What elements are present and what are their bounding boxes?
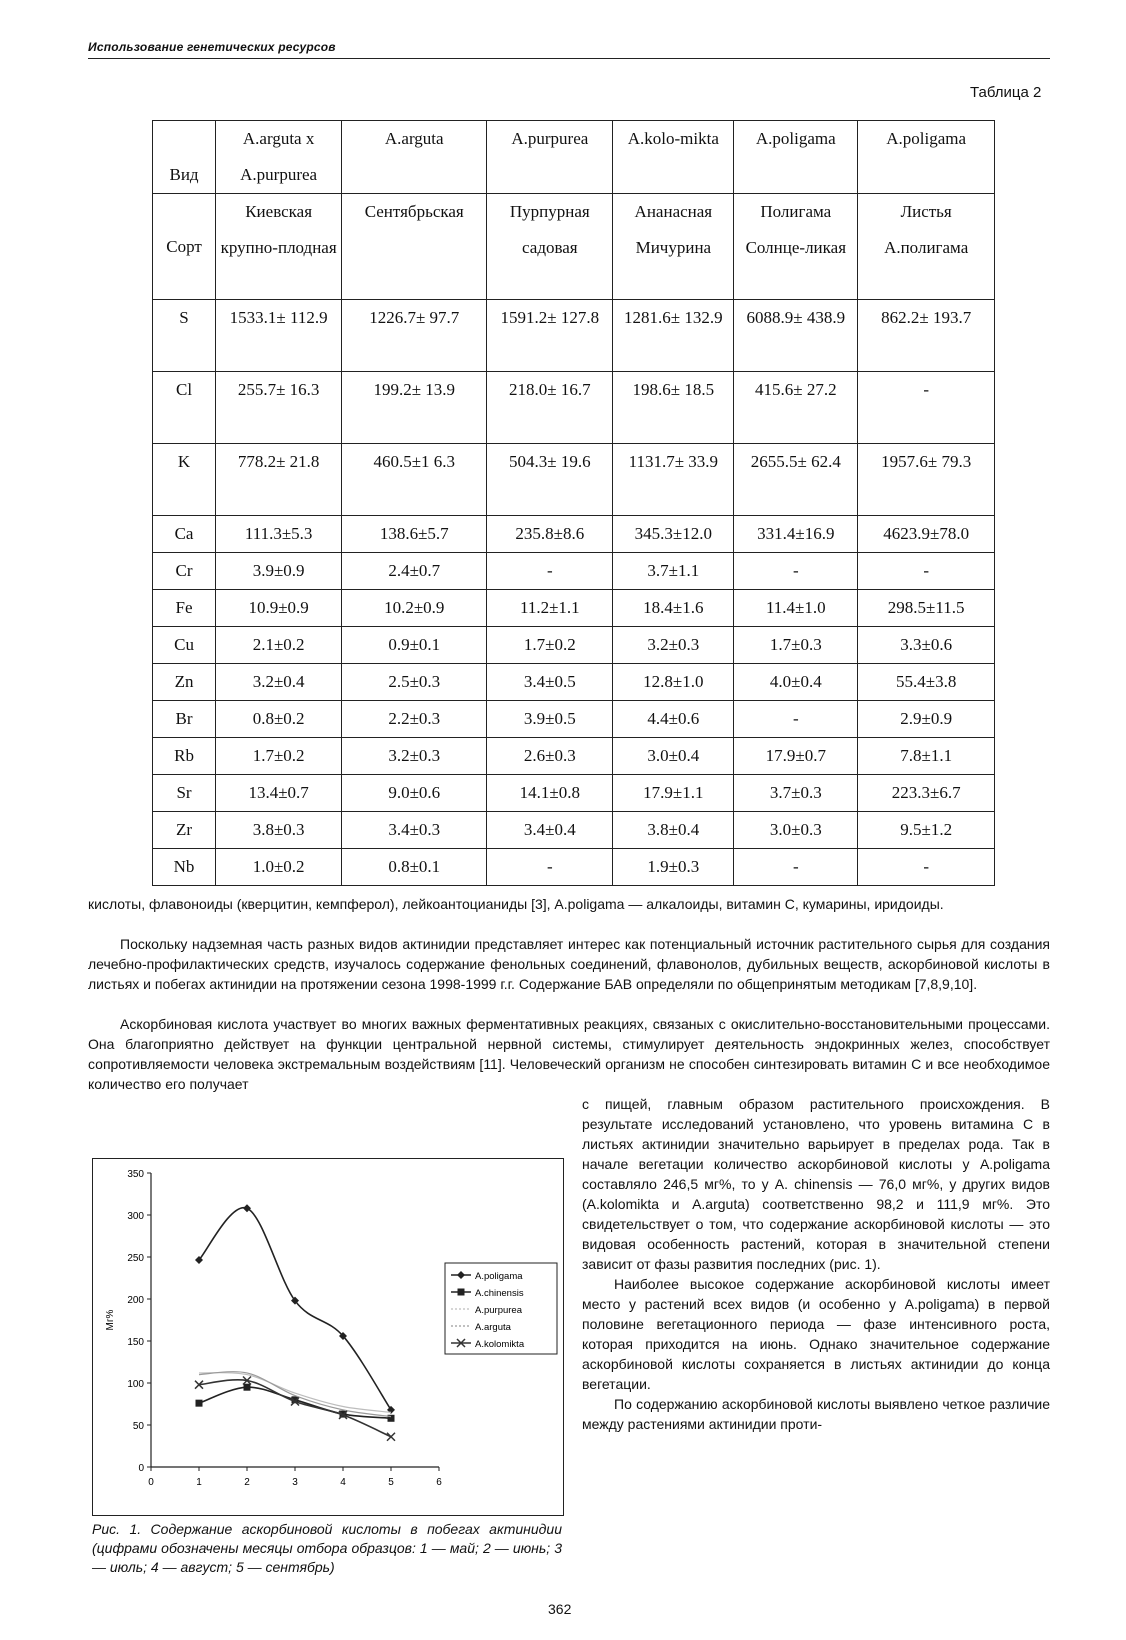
element-row-rb-cell-6: 7.8±1.1 — [858, 738, 995, 775]
element-row-zn-cell-4: 12.8±1.0 — [613, 664, 734, 701]
element-row-cu-cell-2: 0.9±0.1 — [342, 627, 487, 664]
chart-svg — [93, 1159, 563, 1515]
element-row-fe — [153, 590, 995, 627]
x-tick-label-2: 2 — [244, 1477, 250, 1488]
element-row-sr-cell-6: 223.3±6.7 — [858, 775, 995, 812]
cultivar-row-cell-4: Ананасная Мичурина — [613, 194, 734, 300]
cultivar-row-cell-1: Киевская крупно-плодная — [216, 194, 342, 300]
element-row-cl-cell-3: 218.0± 16.7 — [487, 372, 613, 444]
element-row-ca-cell-4: 345.3±12.0 — [613, 516, 734, 553]
legend-label-0: A.poligama — [475, 1271, 523, 1282]
element-row-cl-cell-2: 199.2± 13.9 — [342, 372, 487, 444]
element-row-zn — [153, 664, 995, 701]
x-tick-label-3: 3 — [292, 1477, 298, 1488]
cultivar-row — [153, 194, 995, 300]
series-line-2 — [199, 1373, 391, 1413]
element-row-sr — [153, 775, 995, 812]
element-row-rb-cell-3: 2.6±0.3 — [487, 738, 613, 775]
species-row-cell-3: A.purpurea — [487, 121, 613, 194]
element-row-br-cell-5: - — [734, 701, 858, 738]
element-row-cl-cell-1: 255.7± 16.3 — [216, 372, 342, 444]
series-1-point-1 — [196, 1400, 203, 1407]
cultivar-row-cell-6: Листья А.полигама — [858, 194, 995, 300]
element-row-cr — [153, 553, 995, 590]
element-row-s-cell-2: 1226.7± 97.7 — [342, 300, 487, 372]
element-row-k-cell-6: 1957.6± 79.3 — [858, 444, 995, 516]
cultivar-row-label: Сорт — [153, 194, 216, 300]
element-row-cu-cell-4: 3.2±0.3 — [613, 627, 734, 664]
element-row-fe-cell-6: 298.5±11.5 — [858, 590, 995, 627]
element-row-cr-label: Cr — [153, 553, 216, 590]
element-row-zr-cell-2: 3.4±0.3 — [342, 812, 487, 849]
element-row-ca — [153, 516, 995, 553]
paragraph-2 — [88, 934, 1050, 994]
paragraph-2-text: Поскольку надземная часть разных видов актинидии представляет интерес как потенциальный источник растительного сырья для создания лечебно-профилактических средств, изучалось содержание фенольных соединений, флавонолов, дубильных веществ, аскорбиновой кислоты в листьях и побегах актинидии на протяжении сезона 1998-1999 г.г. Содержание БАВ определяли по общепринятым методикам [7,8,9,10]. — [88, 936, 1050, 992]
y-tick-label-0: 0 — [138, 1463, 144, 1474]
element-row-k — [153, 444, 995, 516]
legend-label-3: A.arguta — [475, 1322, 511, 1333]
element-row-ca-cell-3: 235.8±8.6 — [487, 516, 613, 553]
element-row-fe-cell-4: 18.4±1.6 — [613, 590, 734, 627]
element-row-nb-label: Nb — [153, 849, 216, 886]
species-row-label: Вид — [153, 121, 216, 194]
series-4-point-5 — [387, 1433, 395, 1441]
element-row-sr-cell-3: 14.1±0.8 — [487, 775, 613, 812]
element-row-s — [153, 300, 995, 372]
species-row-cell-4: A.kolo-mikta — [613, 121, 734, 194]
cultivar-row-cell-5: Полигама Солнце-ликая — [734, 194, 858, 300]
page-number: 362 — [548, 1601, 572, 1617]
paragraph-1-text: кислоты, флавоноиды (кверцитин, кемпферол), лейкоантоцианиды [3], A.poligama — алкалоиды, витамин С, кумарины, иридоиды. — [88, 896, 944, 912]
element-row-zn-cell-1: 3.2±0.4 — [216, 664, 342, 701]
element-row-sr-cell-5: 3.7±0.3 — [734, 775, 858, 812]
x-tick-label-1: 1 — [196, 1477, 202, 1488]
x-tick-label-5: 5 — [388, 1477, 394, 1488]
element-row-cl-cell-4: 198.6± 18.5 — [613, 372, 734, 444]
element-row-br-cell-4: 4.4±0.6 — [613, 701, 734, 738]
y-tick-label-200: 200 — [127, 1295, 144, 1306]
element-row-rb-cell-1: 1.7±0.2 — [216, 738, 342, 775]
element-row-s-label: S — [153, 300, 216, 372]
element-row-cr-cell-2: 2.4±0.7 — [342, 553, 487, 590]
ascorbic-acid-chart — [92, 1158, 564, 1516]
element-row-zn-cell-2: 2.5±0.3 — [342, 664, 487, 701]
element-row-nb-cell-1: 1.0±0.2 — [216, 849, 342, 886]
element-row-k-label: K — [153, 444, 216, 516]
paragraph-3-continued — [582, 1094, 1050, 1434]
element-row-sr-cell-4: 17.9±1.1 — [613, 775, 734, 812]
element-row-zn-cell-3: 3.4±0.5 — [487, 664, 613, 701]
element-row-cu-cell-1: 2.1±0.2 — [216, 627, 342, 664]
element-row-fe-cell-5: 11.4±1.0 — [734, 590, 858, 627]
element-row-sr-label: Sr — [153, 775, 216, 812]
element-row-s-cell-6: 862.2± 193.7 — [858, 300, 995, 372]
element-row-s-cell-4: 1281.6± 132.9 — [613, 300, 734, 372]
element-row-k-cell-2: 460.5±1 6.3 — [342, 444, 487, 516]
element-row-ca-cell-5: 331.4±16.9 — [734, 516, 858, 553]
element-row-zn-label: Zn — [153, 664, 216, 701]
element-row-s-cell-3: 1591.2± 127.8 — [487, 300, 613, 372]
element-row-s-cell-1: 1533.1± 112.9 — [216, 300, 342, 372]
element-row-fe-label: Fe — [153, 590, 216, 627]
figure-caption: Рис. 1. Содержание аскорбиновой кислоты в побегах актинидии (цифрами обозначены месяцы отбора образцов: 1 — май; 2 — июнь; 3 — июль; 4 — август; 5 — сентябрь) — [92, 1521, 562, 1575]
cultivar-row-cell-3: Пурпурная садовая — [487, 194, 613, 300]
element-row-br — [153, 701, 995, 738]
element-row-nb-cell-4: 1.9±0.3 — [613, 849, 734, 886]
element-row-cr-cell-3: - — [487, 553, 613, 590]
x-tick-label-0: 0 — [148, 1477, 154, 1488]
element-row-nb — [153, 849, 995, 886]
element-row-rb — [153, 738, 995, 775]
y-tick-label-50: 50 — [132, 1421, 144, 1432]
series-1-point-2 — [244, 1384, 251, 1391]
element-row-sr-cell-2: 9.0±0.6 — [342, 775, 487, 812]
element-row-cr-cell-6: - — [858, 553, 995, 590]
paragraph-4-text: Наиболее высокое содержание аскорбиновой кислоты имеет место у растений всех видов (и особенно у A.poligama) в первой половине вегетационного периода — фазе интенсивного роста, которая приходится на июнь. Однако значительное содержание аскорбиновой кислоты сохраняется в листьях актинидии до конца вегетации. — [582, 1276, 1050, 1392]
series-line-0 — [199, 1208, 391, 1410]
element-row-k-cell-3: 504.3± 19.6 — [487, 444, 613, 516]
element-row-zr — [153, 812, 995, 849]
legend-label-4: A.kolomikta — [475, 1339, 525, 1350]
element-row-cr-cell-4: 3.7±1.1 — [613, 553, 734, 590]
element-row-br-cell-1: 0.8±0.2 — [216, 701, 342, 738]
element-row-k-cell-1: 778.2± 21.8 — [216, 444, 342, 516]
y-axis-label: Мг% — [105, 1309, 116, 1331]
element-row-br-cell-6: 2.9±0.9 — [858, 701, 995, 738]
element-row-zr-label: Zr — [153, 812, 216, 849]
element-row-rb-cell-2: 3.2±0.3 — [342, 738, 487, 775]
table-body — [153, 121, 995, 886]
element-row-cl-cell-6: - — [858, 372, 995, 444]
element-row-ca-label: Ca — [153, 516, 216, 553]
element-row-s-cell-5: 6088.9± 438.9 — [734, 300, 858, 372]
element-row-ca-cell-1: 111.3±5.3 — [216, 516, 342, 553]
element-row-k-cell-4: 1131.7± 33.9 — [613, 444, 734, 516]
element-row-k-cell-5: 2655.5± 62.4 — [734, 444, 858, 516]
element-row-cl — [153, 372, 995, 444]
y-tick-label-300: 300 — [127, 1211, 144, 1222]
element-row-cu — [153, 627, 995, 664]
legend-marker-1 — [458, 1289, 465, 1296]
cultivar-row-cell-2: Сентябрьская — [342, 194, 487, 300]
header-rule — [88, 58, 1050, 59]
element-row-br-label: Br — [153, 701, 216, 738]
element-row-ca-cell-2: 138.6±5.7 — [342, 516, 487, 553]
element-row-nb-cell-2: 0.8±0.1 — [342, 849, 487, 886]
paragraph-5-text: По содержанию аскорбиновой кислоты выявлено четкое различие между растениями актинидии проти- — [582, 1396, 1050, 1432]
paragraph-1 — [88, 894, 1050, 914]
species-row — [153, 121, 995, 194]
element-row-zr-cell-6: 9.5±1.2 — [858, 812, 995, 849]
legend-label-1: A.chinensis — [475, 1288, 524, 1299]
species-row-cell-5: A.poligama — [734, 121, 858, 194]
paragraph-3-cont-text: с пищей, главным образом растительного происхождения. В результате исследований установлено, что уровень витамина С в листьях актинидии значительно варьирует в пределах рода. Так в начале вегетации количество аскорбиновой кислоты у A.poligama составляло 246,5 мг%, то у A. chinensis — 76,0 мг%, у других видов (A.kolomikta и A.arguta) соответственно 98,2 и 111,9 мг%. Это свидетельствует о том, что содержание аскорбиновой кислоты — это видовая особенность растений, которая в значительной степени зависит от фазы развития последних (рис. 1). — [582, 1096, 1050, 1272]
x-tick-label-6: 6 — [436, 1477, 442, 1488]
element-row-cu-cell-5: 1.7±0.3 — [734, 627, 858, 664]
element-row-br-cell-2: 2.2±0.3 — [342, 701, 487, 738]
element-row-br-cell-3: 3.9±0.5 — [487, 701, 613, 738]
series-line-4 — [199, 1380, 391, 1437]
element-row-rb-label: Rb — [153, 738, 216, 775]
element-row-ca-cell-6: 4623.9±78.0 — [858, 516, 995, 553]
element-row-zn-cell-6: 55.4±3.8 — [858, 664, 995, 701]
element-row-nb-cell-6: - — [858, 849, 995, 886]
element-row-fe-cell-1: 10.9±0.9 — [216, 590, 342, 627]
element-row-fe-cell-3: 11.2±1.1 — [487, 590, 613, 627]
element-row-cr-cell-5: - — [734, 553, 858, 590]
element-row-cl-label: Cl — [153, 372, 216, 444]
y-tick-label-100: 100 — [127, 1379, 144, 1390]
element-content-table — [152, 120, 995, 886]
paragraph-3-text: Аскорбиновая кислота участвует во многих важных ферментативных реакциях, связаных с окислительно-восстановительными процессами. Она благоприятно действует на функции центральной нервной системы, стимулирует деятельность эндокринных желез, способствует сопротивляемости человека экстремальным воздействиям [11]. Человеческий организм не способен синтезировать витамин С и все необходимое количество его получает — [88, 1016, 1050, 1092]
element-row-rb-cell-4: 3.0±0.4 — [613, 738, 734, 775]
element-row-rb-cell-5: 17.9±0.7 — [734, 738, 858, 775]
element-row-sr-cell-1: 13.4±0.7 — [216, 775, 342, 812]
x-tick-label-4: 4 — [340, 1477, 346, 1488]
element-row-zr-cell-1: 3.8±0.3 — [216, 812, 342, 849]
species-row-cell-6: A.poligama — [858, 121, 995, 194]
element-row-cu-cell-6: 3.3±0.6 — [858, 627, 995, 664]
element-row-zn-cell-5: 4.0±0.4 — [734, 664, 858, 701]
table-label: Таблица 2 — [970, 84, 1042, 101]
element-row-cu-cell-3: 1.7±0.2 — [487, 627, 613, 664]
y-tick-label-150: 150 — [127, 1337, 144, 1348]
species-row-cell-2: A.arguta — [342, 121, 487, 194]
element-row-zr-cell-3: 3.4±0.4 — [487, 812, 613, 849]
legend-label-2: A.purpurea — [475, 1305, 523, 1316]
running-head: Использование генетических ресурсов — [88, 40, 336, 54]
element-row-zr-cell-5: 3.0±0.3 — [734, 812, 858, 849]
element-row-cl-cell-5: 415.6± 27.2 — [734, 372, 858, 444]
element-row-cu-label: Cu — [153, 627, 216, 664]
element-row-nb-cell-5: - — [734, 849, 858, 886]
element-row-cr-cell-1: 3.9±0.9 — [216, 553, 342, 590]
paragraph-3 — [88, 1014, 1050, 1094]
element-row-fe-cell-2: 10.2±0.9 — [342, 590, 487, 627]
element-row-nb-cell-3: - — [487, 849, 613, 886]
y-tick-label-350: 350 — [127, 1169, 144, 1180]
species-row-cell-1: A.arguta x A.purpurea — [216, 121, 342, 194]
element-row-zr-cell-4: 3.8±0.4 — [613, 812, 734, 849]
y-tick-label-250: 250 — [127, 1253, 144, 1264]
